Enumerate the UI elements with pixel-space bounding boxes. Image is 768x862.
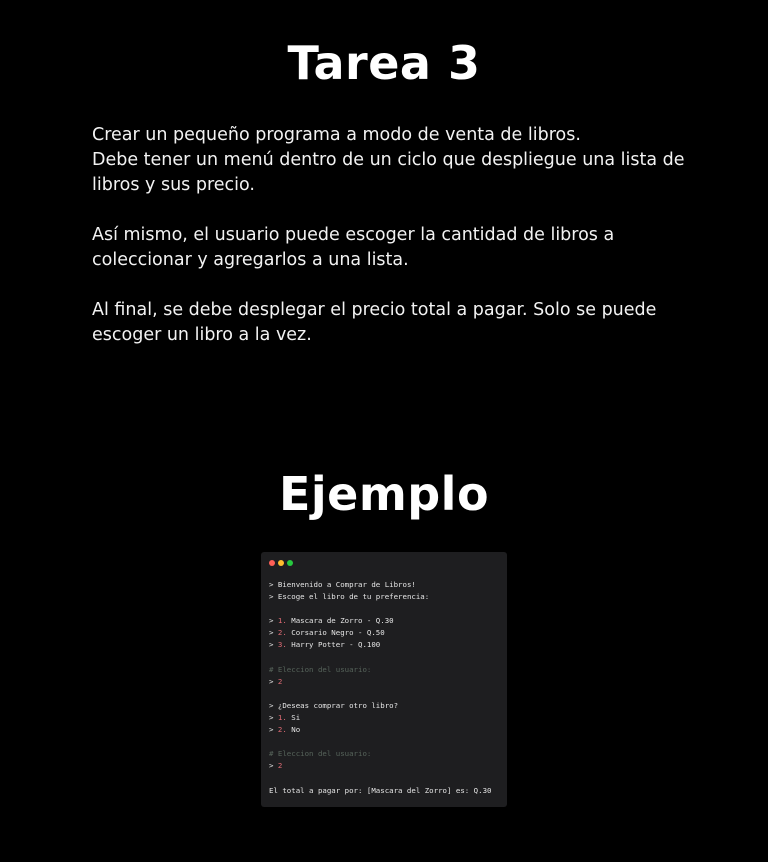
terminal-line-book-2 (269, 627, 501, 639)
welcome-text: Bienvenido a Comprar de Libros! (277, 580, 416, 589)
description-paragraph-2 (92, 223, 692, 273)
description-paragraph-3 (92, 298, 692, 348)
terminal-line-book-3 (269, 639, 501, 651)
option-text: Si (286, 713, 301, 723)
terminal-blank-line (269, 603, 501, 615)
book-text: Harry Potter - Q.100 (286, 640, 381, 650)
terminal-line-welcome (269, 579, 501, 591)
prompt: > (269, 616, 278, 626)
page-title: Tarea 3 (287, 36, 481, 90)
maximize-dot-icon (287, 560, 293, 566)
prompt: > (269, 640, 278, 650)
prompt: > (269, 700, 278, 710)
example-title: Ejemplo (278, 467, 490, 521)
prompt: > (269, 713, 278, 723)
prompt: > (269, 725, 278, 735)
answer-value: 2 (277, 761, 283, 771)
terminal-blank-line (269, 652, 501, 664)
prompt: > (269, 580, 278, 589)
terminal-blank-line (269, 688, 501, 700)
option-number: 1. (277, 713, 287, 723)
window-controls (269, 560, 296, 566)
terminal-line-answer-1 (269, 676, 501, 688)
prompt: > (269, 761, 278, 771)
terminal-blank-line (269, 736, 501, 748)
terminal-line-option-1 (269, 712, 501, 724)
description-line: Así mismo, el usuario puede escoger la cantidad de libros a coleccionar y agregarlos a una lista. (92, 225, 615, 270)
description-paragraph-1 (92, 123, 692, 198)
terminal-line-answer-2 (269, 760, 501, 772)
terminal-window (261, 552, 507, 807)
terminal-line-total: El total a pagar por: [Mascara del Zorro] es: Q.30 (269, 785, 492, 795)
prompt: > (269, 628, 278, 638)
description-line: Debe tener un menú dentro de un ciclo que despliegue una lista de libros y sus precio. (92, 150, 685, 195)
prompt: > (269, 592, 278, 602)
terminal-blank-line (269, 773, 501, 785)
book-number: 2. (277, 628, 287, 638)
question-text: ¿Deseas comprar otro libro? (277, 700, 399, 710)
terminal-output (269, 579, 501, 797)
book-text: Corsario Negro - Q.50 (286, 628, 385, 638)
terminal-line-choose (269, 591, 501, 603)
book-number: 3. (277, 640, 287, 650)
terminal-line-question (269, 700, 501, 712)
terminal-line-option-2 (269, 724, 501, 736)
option-text: No (286, 725, 301, 735)
prompt: > (269, 676, 278, 686)
terminal-line-book-1 (269, 615, 501, 627)
choose-text: Escoge el libro de tu preferencia: (277, 592, 430, 602)
close-dot-icon (269, 560, 275, 566)
book-text: Mascara de Zorro - Q.30 (286, 616, 394, 626)
minimize-dot-icon (278, 560, 284, 566)
option-number: 2. (277, 725, 287, 735)
terminal-comment-1: # Eleccion del usuario: (269, 664, 372, 674)
terminal-comment-2: # Eleccion del usuario: (269, 749, 372, 759)
description-line: Crear un pequeño programa a modo de venta de libros. (92, 125, 581, 145)
book-number: 1. (277, 616, 287, 626)
answer-value: 2 (277, 676, 283, 686)
description-line: Al final, se debe desplegar el precio total a pagar. Solo se puede escoger un libro a la vez. (92, 300, 657, 345)
